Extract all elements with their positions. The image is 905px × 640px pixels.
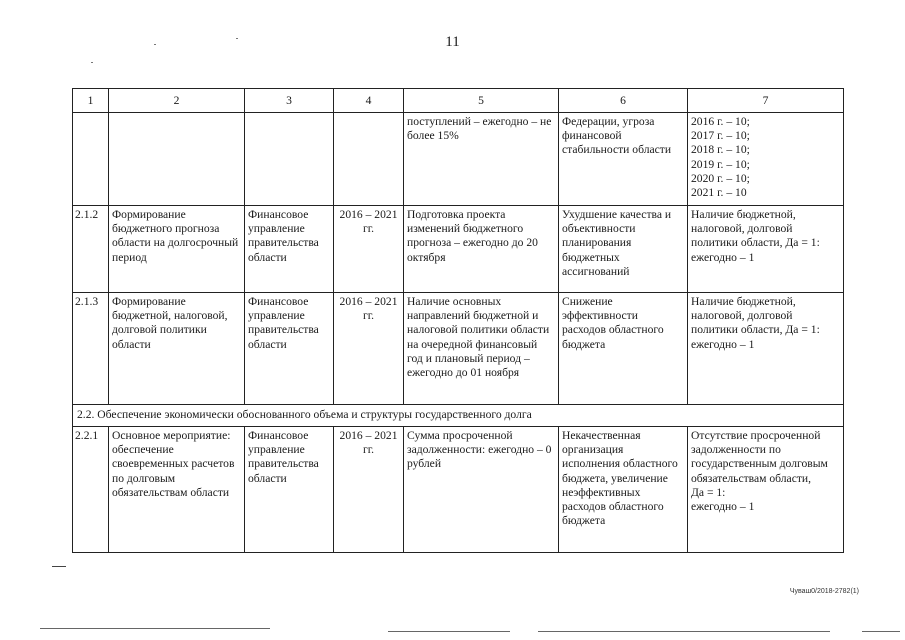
period — [334, 113, 404, 206]
scan-edge-line — [862, 631, 900, 632]
row-number: 2.1.2 — [73, 206, 109, 293]
risk: Федерации, угроза финансовой стабильности области — [559, 113, 688, 206]
measure-name: Формирование бюджетного прогноза области на долгосрочный период — [109, 206, 245, 293]
table-row — [73, 113, 844, 206]
table-row — [73, 427, 844, 553]
measures-table — [72, 88, 844, 553]
executor: Финансовое управление правительства области — [245, 293, 334, 405]
indicator: Наличие бюджетной, налоговой, долговой политики области, Да = 1: ежегодно – 1 — [688, 206, 844, 293]
scan-edge-line — [40, 628, 270, 629]
scan-speck — [91, 62, 93, 63]
risk: Некачественная организация исполнения областного бюджета, увеличение неэффективных расходов областного бюджета — [559, 427, 688, 553]
period: 2016 – 2021 гг. — [334, 206, 404, 293]
expected-result: Наличие основных направлений бюджетной и налоговой политики области на очередной финансовый год и плановый период – ежегодно до 01 ноября — [404, 293, 559, 405]
executor: Финансовое управление правительства области — [245, 427, 334, 553]
scan-edge-line — [388, 631, 510, 632]
measure-name: Формирование бюджетной, налоговой, долговой политики области — [109, 293, 245, 405]
indicator: Наличие бюджетной, налоговой, долговой политики области, Да = 1: ежегодно – 1 — [688, 293, 844, 405]
page-number: 11 — [445, 34, 460, 50]
scan-speck — [154, 44, 156, 45]
header-cell: 6 — [559, 89, 688, 113]
section-title: 2.2. Обеспечение экономически обоснованного объема и структуры государственного долга — [73, 405, 844, 427]
indicator: 2016 г. – 10; 2017 г. – 10; 2018 г. – 10; 2019 г. – 10; 2020 г. – 10; 2021 г. – 10 — [688, 113, 844, 206]
row-number: 2.2.1 — [73, 427, 109, 553]
period: 2016 – 2021 гг. — [334, 293, 404, 405]
period: 2016 – 2021 гг. — [334, 427, 404, 553]
header-cell: 2 — [109, 89, 245, 113]
risk: Снижение эффективности расходов областного бюджета — [559, 293, 688, 405]
section-row — [73, 405, 844, 427]
scan-edge-line — [538, 631, 830, 632]
header-cell: 1 — [73, 89, 109, 113]
expected-result: Сумма просроченной задолженности: ежегодно – 0 рублей — [404, 427, 559, 553]
executor: Финансовое управление правительства области — [245, 206, 334, 293]
footer-code: Чуваш0/2018-2782(1) — [789, 588, 859, 595]
measure-name: Основное мероприятие: обеспечение своевременных расчетов по долговым обязательствам области — [109, 427, 245, 553]
row-number: 2.1.3 — [73, 293, 109, 405]
table-header-row — [73, 89, 844, 113]
header-cell: 5 — [404, 89, 559, 113]
table-row — [73, 206, 844, 293]
header-cell: 3 — [245, 89, 334, 113]
scan-speck — [236, 38, 238, 39]
header-cell: 7 — [688, 89, 844, 113]
indicator: Отсутствие просроченной задолженности по государственным долговым обязательствам области, Да = 1: ежегодно – 1 — [688, 427, 844, 553]
risk: Ухудшение качества и объективности планирования бюджетных ассигнований — [559, 206, 688, 293]
header-cell: 4 — [334, 89, 404, 113]
executor — [245, 113, 334, 206]
expected-result: Подготовка проекта изменений бюджетного прогноза – ежегодно до 20 октября — [404, 206, 559, 293]
margin-mark — [52, 566, 66, 567]
table-row — [73, 293, 844, 405]
measure-name — [109, 113, 245, 206]
expected-result: поступлений – ежегодно – не более 15% — [404, 113, 559, 206]
row-number — [73, 113, 109, 206]
